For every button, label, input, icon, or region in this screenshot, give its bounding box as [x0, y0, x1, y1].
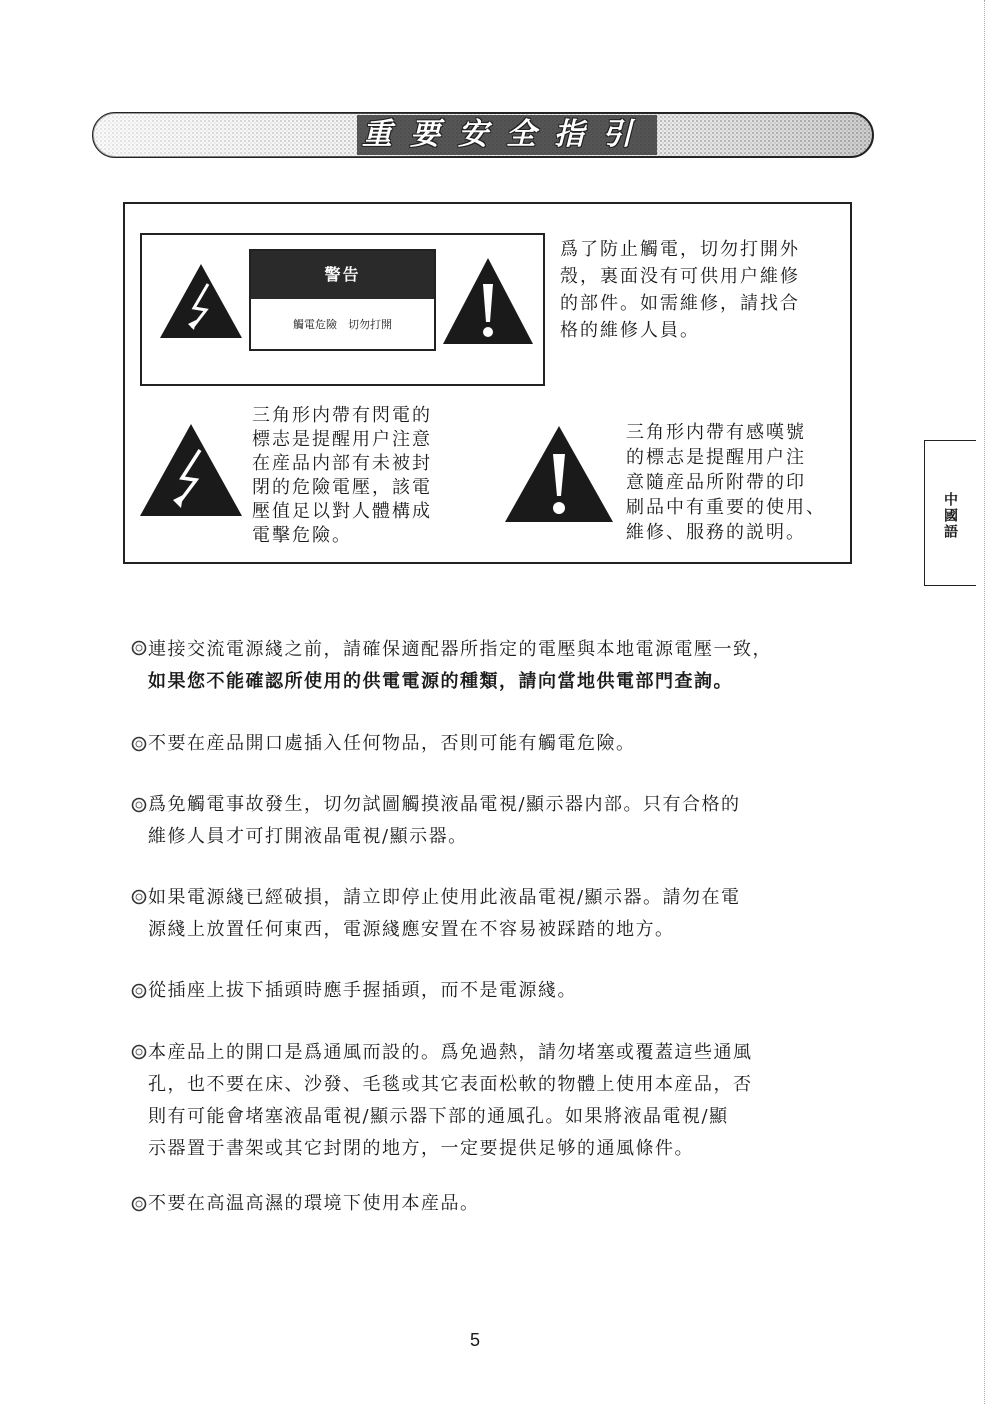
warning-label-heading: 警告 — [251, 251, 434, 299]
lightning-triangle-icon — [138, 422, 244, 518]
bullet-icon — [131, 797, 147, 813]
bullet-item: 連接交流電源綫之前，請確保適配器所指定的電壓與本地電源電壓一致， 如果您不能確認所使用的供電電源的種類，請向當地供電部門查詢。 — [148, 639, 772, 692]
page-number: 5 — [469, 1330, 480, 1350]
box-text-exclamation: 三角形内帶有感嘆號 的標志是提醒用户注 意隨産品所附帶的印 刷品中有重要的使用、 維修、服務的説明。 — [626, 422, 826, 543]
bullet-icon — [131, 640, 147, 656]
lightning-triangle-icon — [158, 262, 244, 340]
exclamation-triangle-icon — [503, 424, 615, 524]
page-edge-line — [984, 0, 986, 1404]
bullet-icon — [131, 736, 147, 752]
bullet-item: 從插座上拔下插頭時應手握插頭，而不是電源綫。 — [148, 980, 577, 1001]
bullet-item: 爲免觸電事故發生，切勿試圖觸摸液晶電視/顯示器内部。只有合格的 維修人員才可打開液晶電視/顯示器。 — [148, 794, 741, 847]
bullet-item: 不要在高温高濕的環境下使用本産品。 — [148, 1193, 480, 1214]
exclamation-triangle-icon — [441, 256, 535, 346]
page-title: 重要安全指引 — [362, 117, 650, 152]
bullet-item: 不要在産品開口處插入任何物品，否則可能有觸電危險。 — [148, 733, 636, 754]
bullet-icon — [131, 1196, 147, 1212]
bullet-item: 如果電源綫已經破損，請立即停止使用此液晶電視/顯示器。請勿在電 源綫上放置任何東西，電源綫應安置在不容易被踩踏的地方。 — [148, 887, 741, 940]
language-tab-label: 中國語 — [942, 492, 958, 540]
bullet-icon — [131, 1044, 147, 1060]
box-text-lightning: 三角形内帶有閃電的 標志是提醒用户注意 在産品内部有未被封 閉的危險電壓，該電 壓值足以對人體構成 電擊危險。 — [252, 405, 432, 546]
warning-label-body: 觸電危險 切勿打開 — [293, 318, 392, 331]
warning-label — [249, 249, 436, 351]
bullet-item: 本産品上的開口是爲通風而設的。爲免過熱，請勿堵塞或覆蓋這些通風 孔，也不要在床、沙發、毛毯或其它表面松軟的物體上使用本産品，否 則有可能會堵塞液晶電視/顯示器下部的通風孔。如果將液晶電視/顯 示器置于書架或其它封閉的地方，一定要提供足够的通風條件。 — [148, 1042, 753, 1159]
box-text-top-right: 爲了防止觸電，切勿打開外 殼，裏面没有可供用户維修 的部件。如需維修，請找合 格的維修人員。 — [560, 239, 800, 341]
bullet-icon — [131, 889, 147, 905]
bullet-icon — [131, 983, 147, 999]
